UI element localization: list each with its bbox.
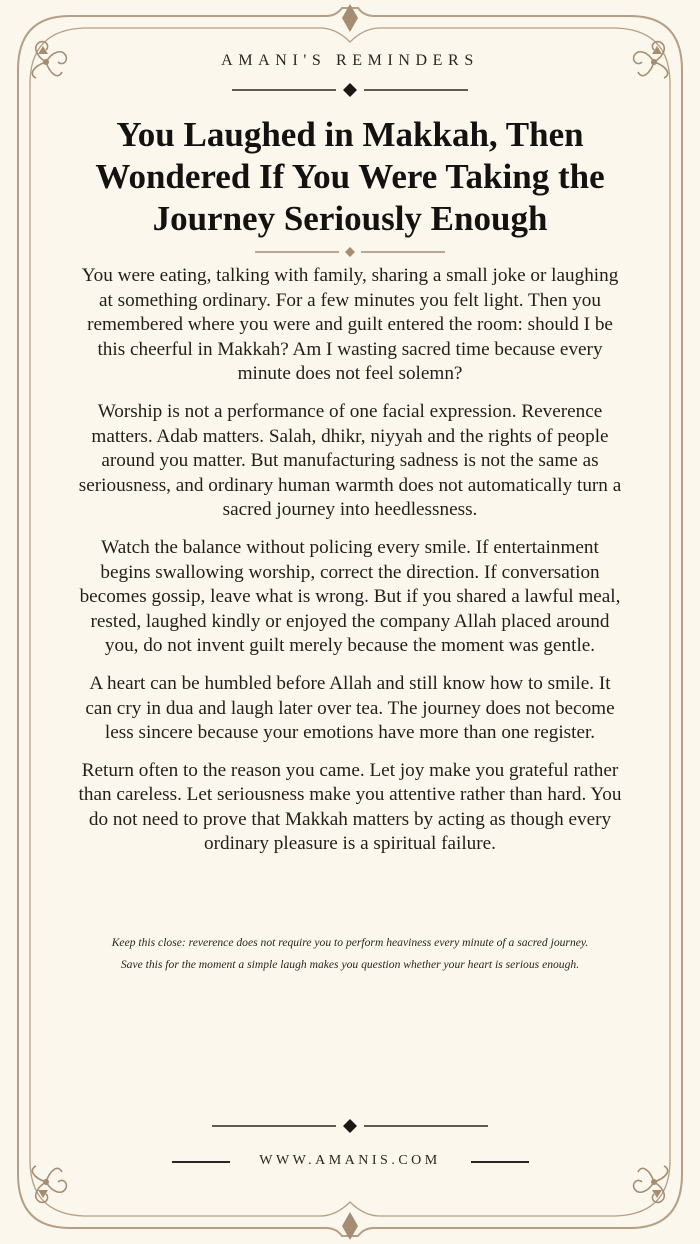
title-divider (255, 246, 445, 258)
footer-divider (212, 1118, 488, 1134)
body-paragraph: A heart can be humbled before Allah and still know how to smile. It can cry in dua and laugh later over tea. The journey does not become less sincere because your emotions have more than one register. (85, 672, 615, 744)
page-title: You Laughed in Makkah, Then Wondered If You Were Taking the Journey Seriously Enough (95, 115, 605, 238)
closing-notes (100, 935, 600, 978)
brand-name: AMANI'S REMINDERS (221, 52, 479, 69)
body-paragraph: Watch the balance without policing every smile. If entertainment begins swallowing worship, correct the direction. If conversation becomes gossip, leave what is wrong. But if you shared a lawful meal, rested, laughed kindly or enjoyed the company Allah placed around you, do not invent guilt merely because the moment was gentle. (79, 536, 621, 657)
body-paragraph: Return often to the reason you came. Let joy make you grateful rather than careless. Let seriousness make you attentive rather than hard. You do not need to prove that Makkah matters by acting as though every ordinary pleasure is a spiritual failure. (78, 759, 622, 855)
diamond-icon (345, 247, 355, 257)
footer-line-right (471, 1161, 529, 1163)
diamond-icon (343, 1119, 357, 1133)
body-text (78, 264, 622, 870)
closing-note: Keep this close: reverence does not require you to perform heaviness every minute of a sacred journey. (111, 936, 589, 949)
website-link[interactable]: WWW.AMANIS.COM (259, 1153, 441, 1168)
header-divider (232, 82, 468, 98)
diamond-icon (343, 83, 357, 97)
footer (0, 1150, 700, 1174)
closing-note: Save this for the moment a simple laugh makes you question whether your heart is serious enough. (120, 957, 580, 971)
body-paragraph: Worship is not a performance of one facial expression. Reverence matters. Adab matters. Salah, dhikr, niyyah and the rights of people around you matter. But manufacturing sadness is not the same as seriousness, and ordinary human warmth does not automatically turn a sacred journey into heedlessness. (78, 400, 622, 521)
body-paragraph: You were eating, talking with family, sharing a small joke or laughing at something ordinary. For a few minutes you felt light. Then you remembered where you were and guilt entered the room: should I be this cheerful in Makkah? Am I wasting sacred time because every minute does not feel solemn? (81, 265, 619, 385)
